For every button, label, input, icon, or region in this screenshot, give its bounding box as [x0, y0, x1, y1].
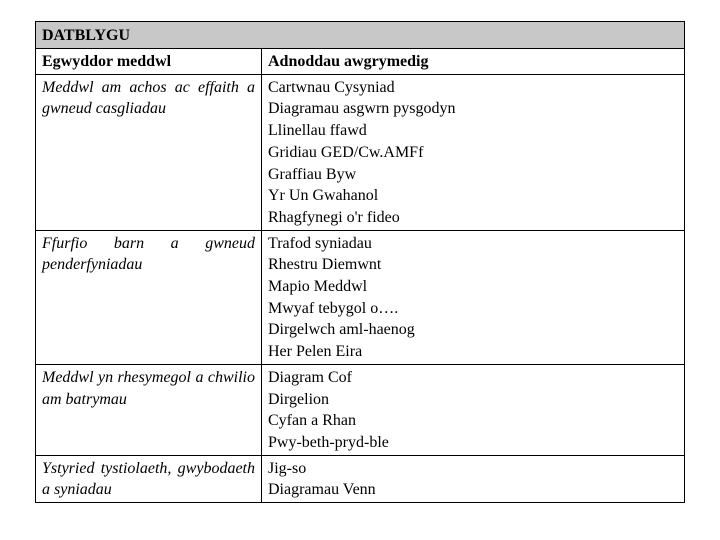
table-row	[36, 230, 685, 364]
table-row	[36, 364, 685, 455]
resource-item: Mapio Meddwl	[268, 278, 368, 296]
resource-item: Cyfan a Rhan	[268, 412, 356, 430]
resource-item: Her Pelen Eira	[268, 343, 363, 361]
resource-item: Rhestru Diemwnt	[268, 256, 382, 274]
resource-item: Diagramau asgwrn pysgodyn	[268, 100, 456, 118]
resources-table	[35, 21, 685, 503]
resource-item: Pwy-beth-pryd-ble	[268, 433, 389, 451]
principle-cell: Meddwl am achos ac effaith a gwneud casgliadau	[36, 74, 262, 230]
principle-cell: Meddwl yn rhesymegol a chwilio am batrymau	[36, 364, 262, 455]
resources-cell	[262, 455, 685, 502]
resources-cell	[262, 74, 685, 230]
header-resources: Adnoddau awgrymedig	[262, 49, 685, 75]
table-title-row	[36, 22, 685, 49]
resource-item: Dirgelion	[268, 390, 330, 408]
resource-item: Dirgelwch aml-haenog	[268, 321, 415, 339]
table-title: DATBLYGU	[36, 22, 685, 49]
resource-item: Cartwnau Cysyniad	[268, 78, 395, 96]
resource-item: Yr Un Gwahanol	[268, 187, 379, 205]
principle-cell: Ystyried tystiolaeth, gwybodaeth a syniadau	[36, 455, 262, 502]
resource-item: Mwyaf tebygol o….	[268, 299, 399, 317]
resource-item: Gridiau GED/Cw.AMFf	[268, 143, 424, 161]
resource-item: Jig-so	[268, 459, 307, 477]
resource-item: Graffiau Byw	[268, 165, 357, 183]
principle-cell: Ffurfio barn a gwneud penderfyniadau	[36, 230, 262, 364]
resource-item: Trafod syniadau	[268, 234, 372, 252]
resources-cell	[262, 364, 685, 455]
resource-item: Diagramau Venn	[268, 481, 376, 499]
resource-item: Rhagfynegi o'r fideo	[268, 208, 400, 226]
resources-cell	[262, 230, 685, 364]
table-row	[36, 74, 685, 230]
resource-item: Llinellau ffawd	[268, 122, 367, 140]
table-header-row	[36, 49, 685, 75]
header-principle: Egwyddor meddwl	[36, 49, 262, 75]
resource-item: Diagram Cof	[268, 368, 352, 386]
table-row	[36, 455, 685, 502]
